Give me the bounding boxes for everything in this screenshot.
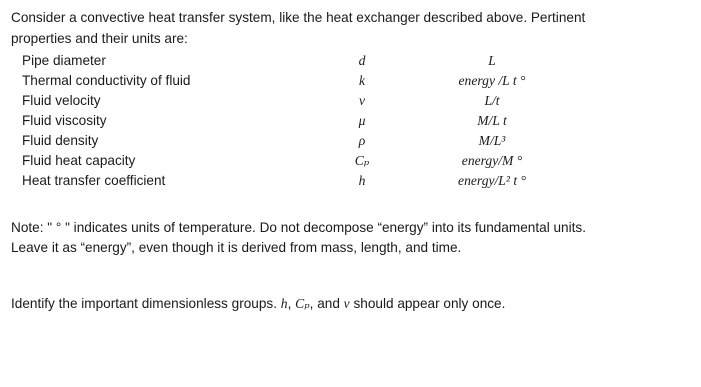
task-symbol-h: h: [280, 296, 288, 311]
task-and: , and: [309, 296, 344, 311]
property-row: [22, 51, 582, 71]
property-row: [22, 171, 582, 191]
property-name: Fluid velocity: [22, 93, 101, 108]
property-symbol: d: [358, 53, 366, 68]
property-unit: energy/L² t °: [458, 173, 526, 188]
property-symbol: Cₚ: [354, 153, 370, 168]
property-symbol: k: [358, 73, 366, 88]
property-name: Thermal conductivity of fluid: [22, 73, 191, 88]
property-symbol: ρ: [358, 133, 366, 148]
intro-line-1: Consider a convective heat transfer system, like the heat exchanger described above. Pertinent: [11, 10, 586, 25]
note-line-2: Leave it as “energy”, even though it is derived from mass, length, and time.: [11, 240, 462, 255]
property-name: Heat transfer coefficient: [22, 173, 166, 188]
property-name: Fluid density: [22, 133, 99, 148]
intro-line-2: properties and their units are:: [11, 31, 188, 46]
task-suffix: should appear only once.: [349, 296, 506, 311]
property-unit: L/t: [484, 93, 500, 108]
property-unit: energy /L t °: [458, 73, 526, 88]
task-line: [11, 296, 505, 312]
property-symbol: v: [358, 93, 366, 108]
property-symbol: μ: [358, 113, 366, 128]
property-symbol: h: [358, 173, 366, 188]
property-row: [22, 91, 582, 111]
task-comma: ,: [287, 296, 296, 311]
property-row: [22, 111, 582, 131]
property-row: [22, 151, 582, 171]
task-symbol-v: v: [343, 296, 350, 311]
property-row: [22, 71, 582, 91]
property-name: Fluid viscosity: [22, 113, 107, 128]
property-row: [22, 131, 582, 151]
property-unit: L: [488, 53, 496, 68]
property-name: Pipe diameter: [22, 53, 106, 68]
note-line-1: Note: " ° " indicates units of temperature. Do not decompose “energy” into its fundamental units.: [11, 220, 586, 235]
property-unit: M/L t: [477, 113, 507, 128]
properties-table: [22, 51, 582, 191]
task-symbol-cp: Cₚ: [295, 296, 310, 311]
property-name: Fluid heat capacity: [22, 153, 136, 168]
property-unit: M/L³: [478, 133, 506, 148]
task-prefix: Identify the important dimensionless groups.: [11, 296, 281, 311]
property-unit: energy/M °: [461, 153, 523, 168]
